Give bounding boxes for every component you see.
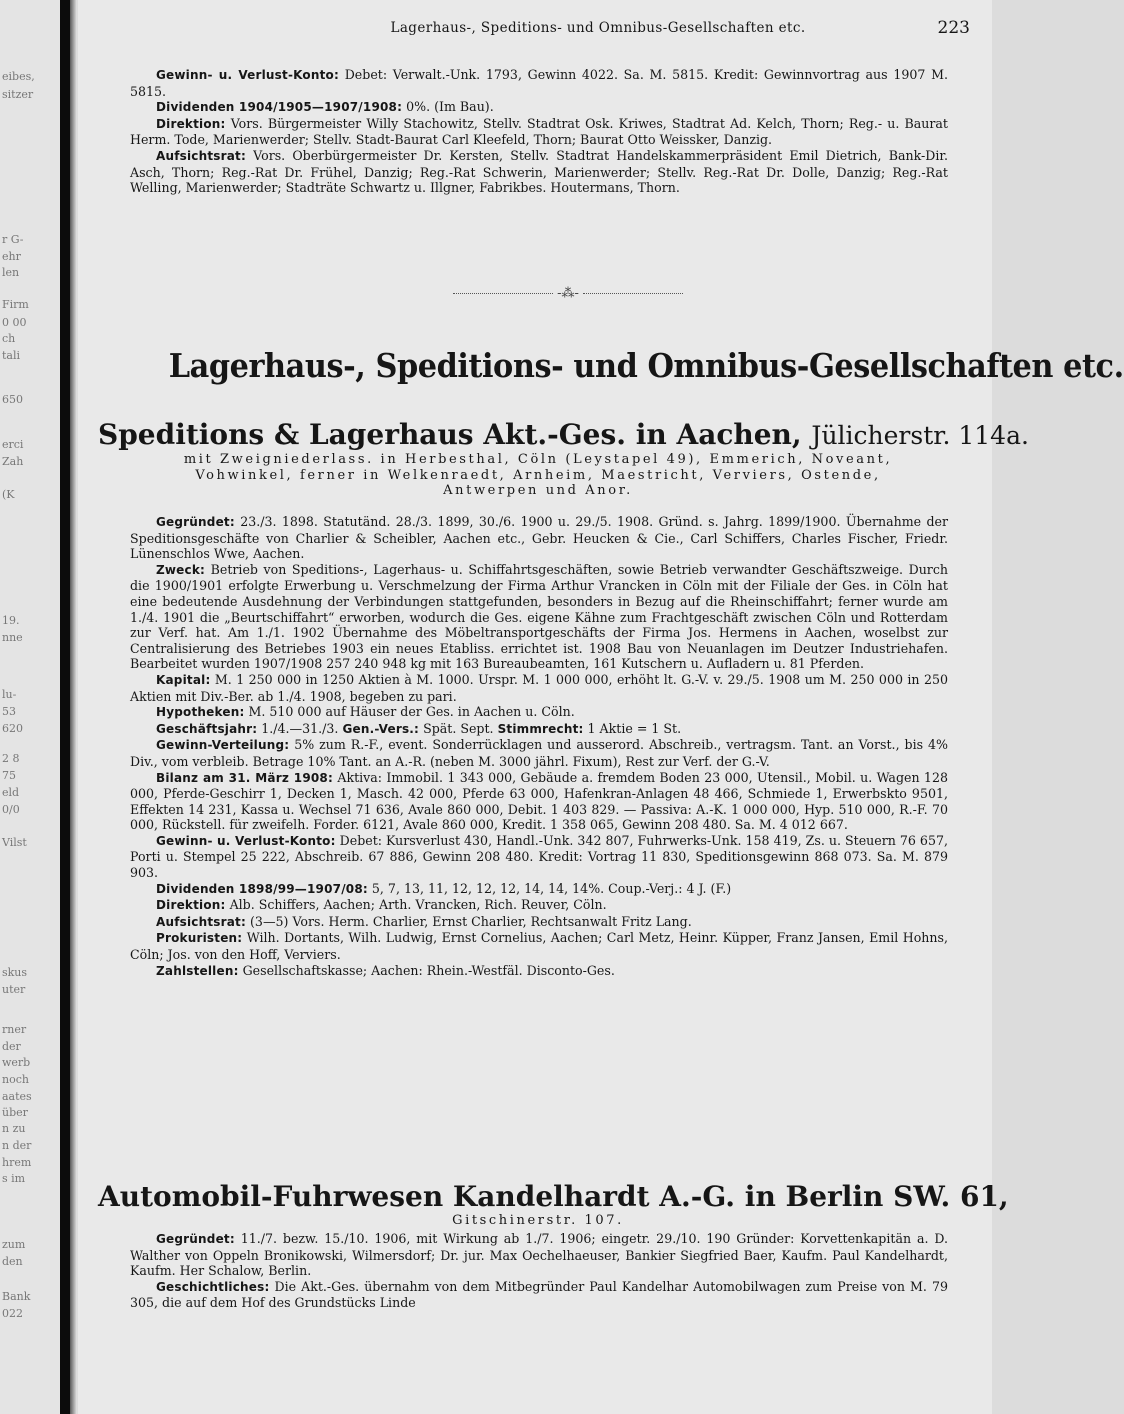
firm2-subtitle: Gitschinerstr. 107. [452, 1213, 624, 1228]
gutter-fragment: tali [2, 349, 21, 362]
binding-fold-gradient [70, 0, 76, 1414]
firm1-hypotheken [130, 704, 948, 721]
page-number: 223 [937, 18, 970, 38]
gutter-fragment: len [2, 266, 20, 279]
gutter-fragment: 650 [2, 393, 23, 406]
gutter-fragment: sitzer [2, 88, 34, 101]
firm1-address: Jülicherstr. 114a. [811, 421, 1029, 450]
firm1-bilanz-label: Bilanz am 31. März 1908: [156, 770, 333, 785]
gutter-fragment: s im [2, 1172, 26, 1185]
gutter-fragment: der [2, 1040, 21, 1053]
top-dividenden-label: Dividenden 1904/1905—1907/1908: [156, 100, 403, 115]
top-aufsichtsrat-label: Aufsichtsrat: [156, 148, 246, 163]
firm1-gewinnverteilung-label: Gewinn-Verteilung: [156, 738, 290, 753]
gutter-fragment: den [2, 1255, 23, 1268]
section-title: Lagerhaus-, Speditions- und Omnibus-Gesellschaften etc. [168, 346, 1124, 385]
top-dividenden-text: 0%. (Im Bau). [406, 99, 494, 115]
firm2-geschichtliches [130, 1279, 948, 1311]
top-gewinn-text: Debet: Verwalt.-Unk. 1793, Gewinn 4022. Sa. M. 5815. [344, 67, 709, 82]
firm1-name: Speditions & Lagerhaus Akt.-Ges. in Aachen, [98, 418, 802, 451]
top-aufsichtsrat-paragraph [130, 148, 948, 196]
ornament-glyph: -⁂- [557, 286, 579, 301]
gutter-fragment: eld [2, 786, 20, 799]
top-entry [130, 67, 948, 196]
gutter-fragment: n zu [2, 1122, 26, 1135]
firm1-body [130, 514, 948, 979]
firm1-geschaeftsjahr [130, 721, 948, 738]
gutter-fragment: werb [2, 1056, 31, 1069]
firm1-geschaeftsjahr-text: 1./4.—31./3. [261, 720, 339, 736]
gutter-fragment: 53 [2, 705, 16, 718]
gutter-fragment: Zah [2, 455, 24, 468]
firm1-direktion-label: Direktion: [156, 898, 226, 913]
top-kredit-text: Kredit: Gewinnvortrag aus 1907 M. 5815. [130, 67, 948, 99]
gutter-fragment: zum [2, 1238, 26, 1251]
firm1-kapital-text: M. 1 250 000 in 1250 Aktien à M. 1000. Urspr. M. 1 000 000, erhöht lt. G.-V. v. 29./5. 1908 um M. 250 000 in 250 Aktien mit Div.-Ber. ab 1./4. 1908, begeben zu pari. [130, 671, 948, 704]
firm1-genvers-label: Gen.-Vers.: [342, 721, 420, 736]
firm2-gegruendet-label: Gegründet: [156, 1232, 235, 1246]
firm1-dividenden-text: 5, 7, 13, 11, 12, 12, 12, 14, 14, 14%. Coup.-Verj.: 4 J. (F.) [371, 880, 732, 896]
gutter-fragment: hrem [2, 1156, 32, 1169]
top-dividenden-paragraph [130, 99, 948, 116]
gutter-fragment: 0/0 [2, 803, 20, 816]
gutter-fragment: (K [2, 488, 15, 501]
firm1-kapital [130, 672, 948, 704]
book-page [78, 0, 1124, 1414]
firm1-zahlstellen-text: Gesellschaftskasse; Aachen: Rhein.-Westfäl. Disconto-Ges. [242, 962, 615, 978]
firm1-aufsichtsrat-text: (3—5) Vors. Herm. Charlier, Ernst Charlier, Rechtsanwalt Fritz Lang. [250, 913, 692, 929]
firm1-gegruendet [130, 514, 948, 562]
firm1-geschaeftsjahr-label: Geschäftsjahr: [156, 721, 258, 736]
top-direktion-label: Direktion: [156, 116, 226, 131]
firm2-gegruendet [130, 1231, 948, 1279]
top-gewinn-label: Gewinn- u. Verlust-Konto: [156, 68, 339, 82]
gutter-fragment: 620 [2, 722, 23, 735]
firm2-title: Automobil-Fuhrwesen Kandelhardt A.-G. in Berlin SW. 61, [98, 1180, 1009, 1213]
gutter-fragment: aates [2, 1090, 32, 1103]
gutter-fragment: ch [2, 332, 16, 345]
firm1-direktion-text: Alb. Schiffers, Aachen; Arth. Vrancken, Rich. Reuver, Cöln. [229, 897, 607, 913]
gutter-fragment: ehr [2, 250, 21, 263]
firm1-aufsichtsrat-label: Aufsichtsrat: [156, 914, 246, 929]
firm1-zweck-label: Zweck: [156, 562, 206, 577]
ornament-rule-left [453, 293, 553, 294]
firm1-genvers-text: Spät. Sept. [423, 720, 494, 736]
firm1-dividenden [130, 881, 948, 898]
firm1-stimmrecht-text: 1 Aktie = 1 St. [587, 720, 682, 736]
firm1-aufsichtsrat [130, 914, 948, 931]
gutter-fragment: noch [2, 1073, 29, 1086]
firm1-prokuristen-label: Prokuristen: [156, 931, 243, 946]
gutter-fragment: 0 00 [2, 316, 27, 329]
top-direktion-paragraph [130, 116, 948, 148]
top-aufsichtsrat-text: Vors. Oberbürgermeister Dr. Kersten, Stellv. Stadtrat Handelskammerpräsident Emil Dietrich, Bank-Dir. Asch, Thorn; Reg.-Rat Dr. Frühel, Danzig; Reg.-Rat Schwerin, Marienwerder; Stellv. Reg.-Rat Dr. Dolle, Danzig; Reg.-Rat Welling, Marienwerder; Stadträte Schwartz u. Illgner, Fabrikbes. Houtermans, Thorn. [130, 147, 948, 196]
firm1-gegruendet-label: Gegründet: [156, 515, 235, 529]
firm1-bilanz [130, 770, 948, 833]
firm1-zahlstellen [130, 963, 948, 980]
firm1-gewinnverteilung-text: 5% zum R.-F., event. Sonderrücklagen und ausserord. Abschreib., vertragsm. Tant. an Vorst., bis 4% Div., vom verbleib. Betrage 10% Tant. an A.-R. (neben M. 3000 jährl. Fixum), Rest zur Verf. der G.-V. [130, 737, 948, 769]
gutter-fragment: lu- [2, 688, 17, 701]
firm1-hypotheken-label: Hypotheken: [156, 705, 245, 720]
gutter-fragment: eibes, [2, 70, 35, 83]
ornament-rule-right [583, 293, 683, 294]
firm1-prokuristen-text: Wilh. Dortants, Wilh. Ludwig, Ernst Cornelius, Aachen; Carl Metz, Heinr. Küpper, Franz Jansen, Emil Hohns, Cöln; Jos. von den Hoff, Verviers. [130, 930, 948, 963]
firm1-stimmrecht-label: Stimmrecht: [497, 721, 584, 736]
gutter-fragment: über [2, 1106, 28, 1119]
gutter-fragment: Bank [2, 1290, 31, 1303]
firm2-geschichtliches-text: Die Akt.-Ges. übernahm von dem Mitbegründer Paul Kandelhar Automobilwagen zum Preise von M. 79 305, die auf dem Hof des Grundstücks Linde [130, 1278, 948, 1311]
gutter-fragment: Vilst [2, 836, 27, 849]
firm1-bilanz-text: Aktiva: Immobil. 1 343 000, Gebäude a. fremdem Boden 23 000, Utensil., Mobil. u. Wagen 128 000, Pferde-Geschirr 1, Decken 1, Masch. 42 000, Pferde 63 000, Hafenkran-Anlagen 48 466, Schmiede 1, Erwerbskto 9501, Effekten 14 231, Kassa u. Wechsel 71 636, Avale 860 000, Debit. 1 403 829. — Passiva: A.-K. 1 000 000, Hyp. 510 000, R.-F. 70 000, Rückstell. für zweifelh. Forder. 6121, Avale 860 000, Kredit. 1 358 065, Gewinn 208 480. Sa. M. 4 012 667. [130, 769, 948, 833]
firm1-gegruendet-text: 23./3. 1898. Statutänd. 28./3. 1899, 30./6. 1900 u. 29./5. 1908. Gründ. s. Jahrg. 1899/1900. Übernahme der Speditionsgeschäfte von Charlier & Scheibler, Aachen etc., Gebr. Heucken & Cie., Carl Schiffers, Charles Fischer, Friedr. Lünenschlos Wwe, Aachen. [130, 514, 948, 562]
binding-fold-shadow [60, 0, 70, 1414]
firm2-body [130, 1231, 948, 1311]
firm1-subtitle-line: mit Zweigniederlass. in Herbesthal, Cöln (Leystapel 49), Emmerich, Noveant, [183, 452, 893, 467]
firm1-subtitle-line: Vohwinkel, ferner in Welkenraedt, Arnheim, Maestricht, Verviers, Ostende, [195, 467, 881, 483]
firm1-dividenden-label: Dividenden 1898/99—1907/08: [156, 881, 368, 896]
gutter-fragment: erci [2, 438, 24, 451]
running-head: Lagerhaus-, Speditions- und Omnibus-Gesellschaften etc. [390, 20, 806, 36]
firm1-zweck-text: Betrieb von Speditions-, Lagerhaus- u. Schiffahrtsgeschäften, sowie Betrieb verwandter Geschäftszweige. Durch die 1900/1901 erfolgte Erwerbung u. Verschmelzung der Firma Arthur Vrancken in Cöln mit der Filiale der Ges. in Cöln hat eine bedeutende Ausdehnung der Verbindungen stattgefunden, besonders in Bezug auf die Rheinschiffahrt; ferner wurde am 1./4. 1901 die „Beurtschiffahrt“ erworben, wodurch die Ges. eigene Kähne zum Frachtgeschäft zwischen Cöln und Rotterdam zur Verf. hat. Am 1./1. 1902 Übernahme des Möbeltransportgeschäfts der Firma Jos. Hermens in Aachen, woselbst zur Centralisierung des Betriebes 1903 ein neues Etabliss. errichtet ist. 1908 Bau von Neuanlagen im Deutzer Industriehafen. Bearbeitet wurden 1907/1908 257 240 948 kg mit 163 Bureaubeamten, 161 Kutschern u. Aufladern u. 81 Pferden. [130, 561, 948, 672]
firm2-gegruendet-text: 11./7. bezw. 15./10. 1906, mit Wirkung ab 1./7. 1906; eingetr. 29./10. 190 [240, 1231, 731, 1246]
firm2-geschichtliches-label: Geschichtliches: [156, 1279, 270, 1294]
gutter-fragment: skus [2, 966, 28, 979]
gutter-fragment: 022 [2, 1307, 23, 1320]
firm1-direktion [130, 897, 948, 914]
top-direktion-text: Vors. Bürgermeister Willy Stachowitz, Stellv. Stadtrat Osk. Kriwes, Stadtrat Ad. Kelch, Thorn; Reg.- u. Baurat Herm. Tode, Marienwerder; Stellv. Stadt-Baurat Carl Kleefeld, Thorn; Baurat Otto Weissker, Danzig. [130, 115, 948, 148]
gutter-fragment: n der [2, 1139, 32, 1152]
gutter-fragment: 2 8 [2, 752, 20, 765]
firm1-guv-text: Debet: Kursverlust 430, Handl.-Unk. 342 807, Fuhrwerks-Unk. 158 419, Zs. u. Steuern 76 657, Porti u. Stempel 25 222, Abschreib. 67 886, Gewinn 208 480. Kredit: Vortrag 11 830, Speditionsgewinn 868 073. Sa. M. 879 903. [130, 832, 948, 881]
firm1-hypotheken-text: M. 510 000 auf Häuser der Ges. in Aachen u. Cöln. [248, 704, 575, 720]
firm1-gewinnverteilung [130, 737, 948, 769]
firm1-kapital-label: Kapital: [156, 672, 211, 687]
gutter-fragment: 75 [2, 769, 16, 782]
firm1-zweck [130, 562, 948, 672]
gutter-fragment: r G- [2, 233, 24, 246]
firm2-gruender-text: Gründer: Korvettenkapitän a. D. Walther von Oppeln Bronikowski, Wilmersdorf; Dr. jur. Max Oechelhaeuser, Bankier Siegfried Baer, Kaufm. Paul Kandelhardt, Kaufm. Her Schalow, Berlin. [130, 1231, 948, 1279]
firm1-guv [130, 833, 948, 881]
gutter-fragment: Firm [2, 298, 29, 311]
firm1-zahlstellen-label: Zahlstellen: [156, 963, 239, 978]
firm1-prokuristen [130, 930, 948, 962]
previous-page-margin [0, 0, 60, 1414]
gutter-fragment: nne [2, 631, 23, 644]
top-gewinn-paragraph [130, 67, 948, 99]
gutter-fragment: 19. [2, 614, 20, 627]
firm1-subtitle-line: Antwerpen und Anor. [443, 483, 633, 499]
separator-ornament [423, 286, 713, 301]
firm1-title [98, 418, 1029, 451]
gutter-fragment: uter [2, 983, 26, 996]
firm1-subtitle [108, 452, 968, 499]
gutter-fragment: rner [2, 1023, 27, 1036]
firm1-guv-label: Gewinn- u. Verlust-Konto: [156, 833, 336, 848]
